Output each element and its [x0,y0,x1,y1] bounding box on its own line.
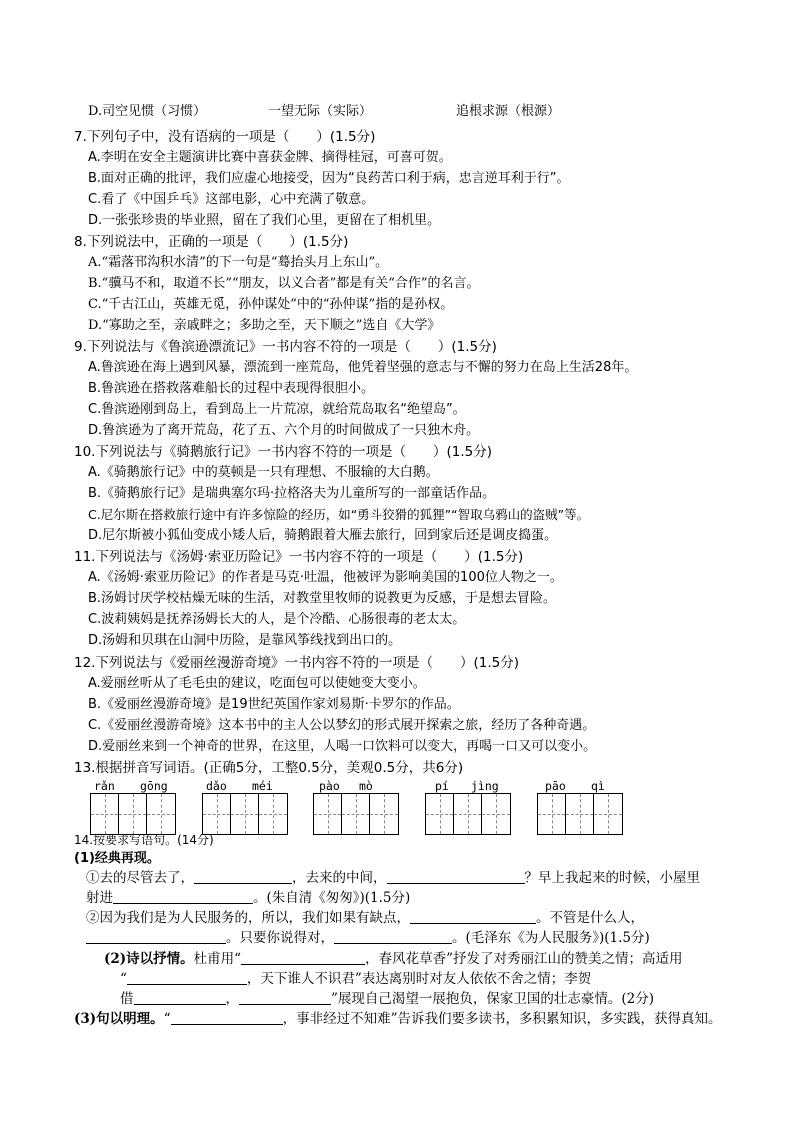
pinyin: pāo [545,779,566,793]
q11-option-d: D.汤姆和贝琪在山洞中历险，是靠风筝线找到出口的。 [88,633,402,648]
line-1a [86,869,700,887]
q10-option-c: C.尼尔斯在搭救旅行途中有许多惊险的经历，如“勇斗狡猾的狐狸”“智取乌鸦山的盗贼”等。 [88,507,590,522]
writing-grid[interactable] [537,793,623,835]
answer-blank[interactable] [134,992,226,1005]
question-10: 10.下列说法与《骑鹅旅行记》一书内容不符的一项是（ ）(1.5分) [74,444,492,460]
q9-option-d: D.鲁滨逊为了离开荒岛，花了五、六个月的时间做成了一只独木舟。 [88,423,480,438]
q9-option-a: A.鲁滨逊在海上遇到风暴，漂流到一座荒岛，他凭着坚强的意志与不懈的努力在岛上生活28年。 [88,360,638,375]
q11-option-b: B.汤姆讨厌学校枯燥无味的生活，对教堂里牧师的说教更为反感，于是想去冒险。 [88,591,557,606]
q12-option-d: D.爱丽丝来到一个神奇的世界，在这里，人喝一口饮料可以变大，再喝一口又可以变小。 [88,739,597,754]
answer-blank[interactable] [86,931,226,944]
text: 杜甫用“ [193,951,242,967]
text: ？早上我起来的时候，小屋里 [524,870,700,886]
text: ，春风花草香”抒发了对秀丽江山的赞美之情；高适用 [365,951,683,967]
line-1d [86,929,650,947]
q8-option-c: C.“千古江山，英雄无觅，孙仲谋处”中的“孙仲谋”指的是孙权。 [88,297,454,312]
text: 借 [120,991,134,1007]
pinyin: rǎn [94,779,115,793]
line-1b [86,889,410,907]
question-9: 9.下列说法与《鲁滨逊漂流记》一书内容不符的一项是（ ）(1.5分) [74,339,497,355]
pinyin: pí [435,779,449,793]
answer-blank[interactable] [127,972,247,985]
question-13: 13.根据拼音写词语。(正确5分，工整0.5分，美观0.5分，共6分) [74,760,464,776]
q7-option-a: A.李明在安全主题演讲比赛中喜获金牌、摘得桂冠，可喜可贺。 [88,150,452,165]
answer-blank[interactable] [171,1012,283,1025]
option-text: 追根求源（根源） [456,104,561,119]
question-11: 11.下列说法与《汤姆·索亚历险记》一书内容不符的一项是（ ）(1.5分) [74,549,524,565]
text: 。(朱自清《匆匆》)(1.5分) [253,890,411,906]
q8-option-b: B.“骥马不和，取道不长”“朋友，以义合者”都是有关“合作”的名言。 [88,276,480,291]
pinyin: qì [591,779,605,793]
q10-option-d: D.尼尔斯被小狐仙变成小矮人后，骑鹅跟着大雁去旅行，回到家后还是调皮捣蛋。 [88,528,558,543]
line-2a [104,950,682,968]
text: 。(毛泽东《为人民服务》)(1.5分) [452,930,650,946]
option-text: 一望无际（实际） [268,104,373,119]
q12-option-b: B.《爱丽丝漫游奇境》是19世纪英国作家刘易斯·卡罗尔的作品。 [88,697,460,712]
pinyin: dǎo [206,779,227,793]
text: ”展现自己渴望一展抱负，保家卫国的壮志豪情。(2分) [331,991,655,1007]
writing-grid[interactable] [90,793,176,835]
line-2c [120,990,654,1008]
question-8: 8.下列说法中，正确的一项是（ ）(1.5分) [74,234,349,250]
answer-blank[interactable] [194,871,292,884]
pinyin: gōng [140,779,168,793]
question-7: 7.下列句子中，没有语病的一项是（ ）(1.5分) [74,129,376,145]
option-d-prev [88,103,206,121]
pinyin: méi [252,779,273,793]
answer-blank[interactable] [387,871,525,884]
writing-grid[interactable] [313,793,399,835]
text: ， [225,991,239,1007]
q8-option-a: A.“霜落邗沟积水清”的下一句是“蓦抬头月上东山”。 [88,255,389,270]
answer-blank[interactable] [410,911,536,924]
q11-option-a: A.《汤姆·索亚历险记》的作者是马克·吐温，他被评为影响美国的100位人物之一。 [88,570,563,585]
q9-option-c: C.鲁滨逊刚到岛上，看到岛上一片荒凉，就给荒岛取名“绝望岛”。 [88,402,466,417]
q10-option-b: B.《骑鹅旅行记》是瑞典塞尔玛·拉格洛夫为儿童所写的一部童话作品。 [88,486,496,501]
pinyin: jìng [471,779,499,793]
answer-blank[interactable] [239,992,331,1005]
q12-option-a: A.爱丽丝听从了毛毛虫的建议，吃面包可以使她变大变小。 [88,676,426,691]
text: “ [120,971,127,987]
text: ，事非经过不知难”告诉我们要多读书，多积累知识，多实践，获得真知。 [282,1011,722,1027]
q7-option-c: C.看了《中国乒乓》这部电影，心中充满了敬意。 [88,192,375,207]
q7-option-d: D.一张张珍贵的毕业照，留在了我们心里，更留在了相机里。 [88,213,441,228]
line-2b [120,970,591,988]
option-text: D.司空见惯（习惯） [88,104,207,119]
text: ②因为我们是为人民服务的，所以，我们如果有缺点， [86,910,410,926]
writing-grid[interactable] [202,793,288,835]
text: 。不管是什么人， [536,910,644,926]
q7-option-b: B.面对正确的批评，我们应虚心地接受，因为“良药苦口利于病，忠言逆耳利于行”。 [88,171,570,186]
q10-option-a: A.《骑鹅旅行记》中的莫顿是一只有理想、不服输的大白鹅。 [88,465,439,480]
section-3-title: (3)句以明理。 [74,1011,164,1027]
text: “ [163,1011,171,1027]
q11-option-c: C.波莉姨妈是抚养汤姆长大的人，是个冷酷、心肠很毒的老太太。 [88,612,466,627]
q9-option-b: B.鲁滨逊在搭救落难船长的过程中表现得很胆小。 [88,381,375,396]
line-3 [74,1010,721,1028]
line-1c [86,909,644,927]
pinyin: pào [319,779,340,793]
question-12: 12.下列说法与《爱丽丝漫游奇境》一书内容不符的一项是（ ）(1.5分) [74,655,519,671]
section-2-title: (2)诗以抒情。 [104,951,194,967]
answer-blank[interactable] [113,891,253,904]
text: 。只要你说得对， [226,930,334,946]
q8-option-d: D.“寡助之至，亲戚畔之；多助之至，天下顺之”选自《大学》 [88,318,441,333]
answer-blank[interactable] [241,952,365,965]
section-1-title: (1)经典再现。 [74,851,160,866]
q12-option-c: C.《爱丽丝漫游奇境》这本书中的主人公以梦幻的形式展开探索之旅，经历了各种奇遇。 [88,718,596,733]
text: ，天下谁人不识君”表达离别时对友人依依不舍之情；李贺 [246,971,592,987]
pinyin: mò [359,779,373,793]
text: ①去的尽管去了， [86,870,194,886]
text: 射进 [86,890,113,906]
question-14: 14.按要求写语句。(14分) [74,833,214,847]
text: ，去来的中间， [292,870,387,886]
writing-grid[interactable] [425,793,511,835]
answer-blank[interactable] [334,931,452,944]
